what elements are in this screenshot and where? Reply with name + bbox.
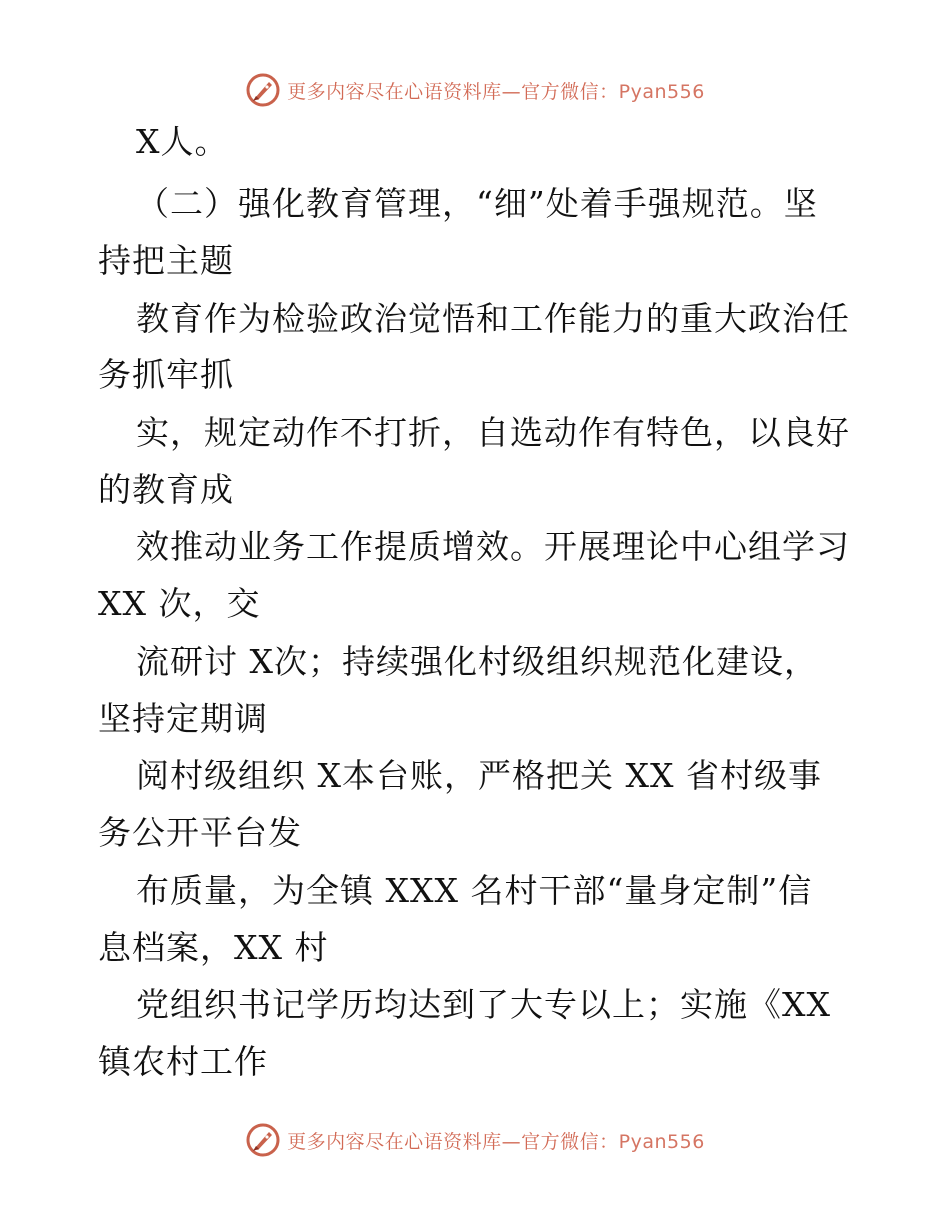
body-line: 效推动业务工作提质增效。开展理论中心组学习 [136,527,850,566]
footer-watermark [0,1118,950,1162]
body-line: 务抓牢抓 [98,355,234,394]
pen-nib-circle-icon [245,1122,281,1158]
body-line: 坚持定期调 [98,699,268,738]
body-line: 实，规定动作不打折，自选动作有特色，以良好 [136,413,850,452]
body-line: 流研讨 X次；持续强化村级组织规范化建设， [136,642,818,681]
body-line: 持把主题 [98,241,234,280]
body-line: X人。 [136,122,229,161]
pen-nib-circle-icon [245,72,281,108]
watermark-wechat-id: Pyan556 [618,80,705,103]
body-line: 务公开平台发 [98,813,302,852]
watermark-text [287,1127,705,1154]
watermark-label: 更多内容尽在心语资料库—官方微信： [287,1130,619,1153]
body-line: 布质量，为全镇 XXX 名村干部“量身定制”信 [136,871,813,910]
body-line: （二）强化教育管理，“细”处着手强规范。坚 [136,184,818,223]
header-watermark [0,68,950,112]
body-line: 息档案，XX 村 [98,928,329,967]
watermark-wechat-id: Pyan556 [618,1130,705,1153]
body-line: 党组织书记学历均达到了大专以上；实施《XX [136,985,831,1024]
body-line: 镇农村工作 [98,1042,268,1081]
body-line: 阅村级组织 X本台账，严格把关 XX 省村级事 [136,756,822,795]
watermark-label: 更多内容尽在心语资料库—官方微信： [287,80,619,103]
body-line: 教育作为检验政治觉悟和工作能力的重大政治任 [136,299,850,338]
body-line: 的教育成 [98,470,234,509]
watermark-text [287,77,705,104]
body-line: XX 次，交 [98,584,261,623]
